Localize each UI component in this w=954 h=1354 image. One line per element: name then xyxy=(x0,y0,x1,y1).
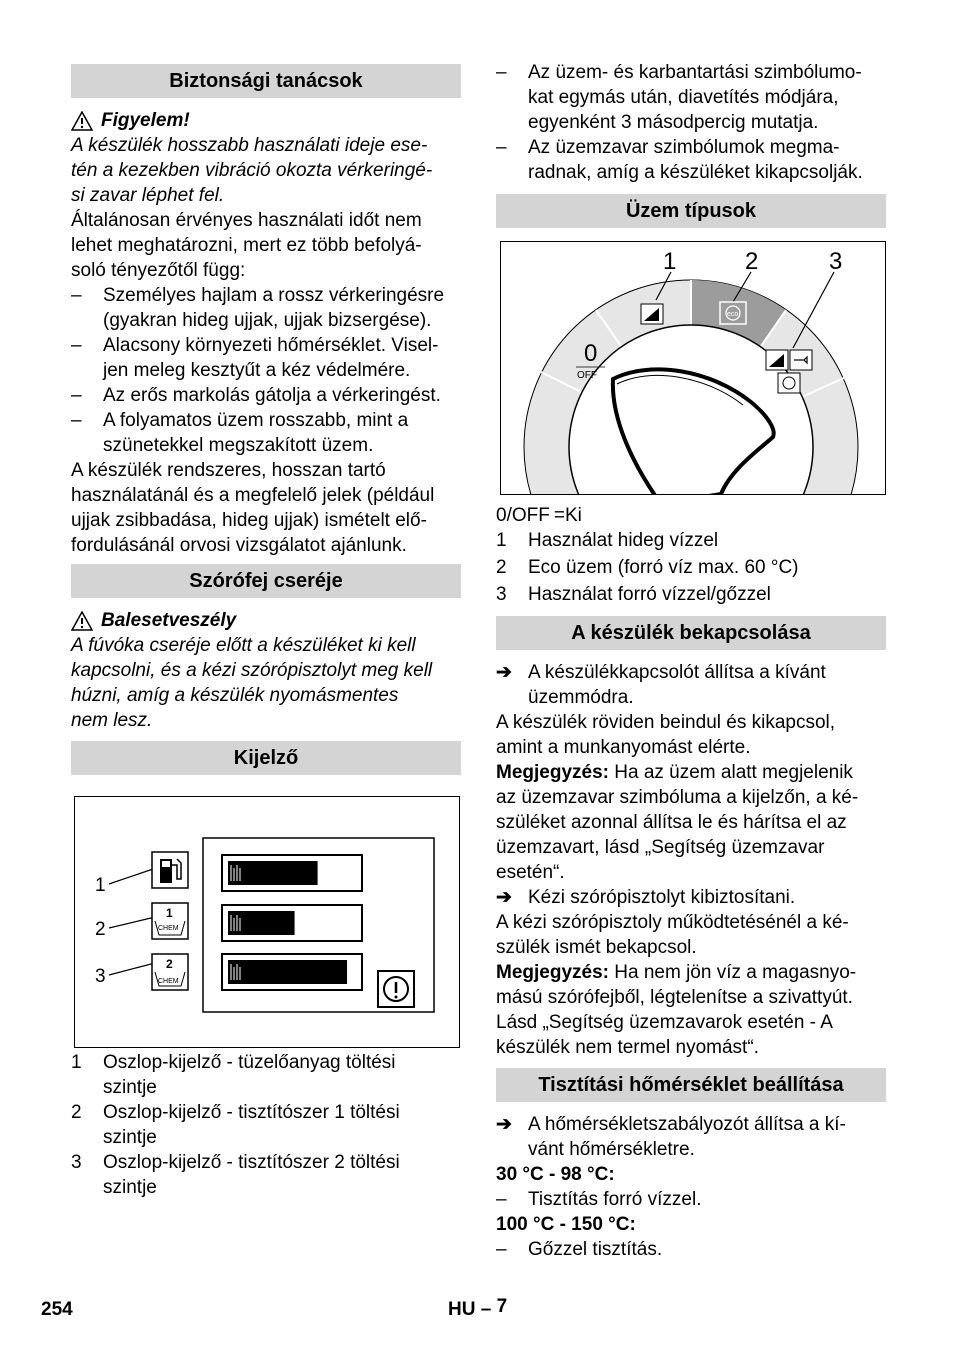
switch-on-heading: A készülék bekapcsolása xyxy=(496,616,886,650)
note-paragraph: Megjegyzés: Ha nem jön víz a magasnyo- mású szórófejből, légtelenítse a szivattyút. Lásd „Segítség üzemzavarok esetén - A készülék nem termel nyomást“. xyxy=(496,962,857,1058)
right-column xyxy=(496,60,886,1262)
list-item: – Az erős markolás gátolja a vérkeringést. xyxy=(71,385,441,406)
dial-number-3: 3 xyxy=(829,248,843,275)
dial-number-2: 2 xyxy=(745,248,759,275)
safety-heading: Biztonsági tanácsok xyxy=(71,64,461,98)
arrow-icon: ➔ xyxy=(496,662,512,683)
cold-water-icon xyxy=(641,304,663,324)
list-item: – Személyes hajlam a rossz vérkeringésre (gyakran hideg ujjak, ujjak bizsergése). xyxy=(71,285,445,331)
warning-balesetveszely: Balesetveszély xyxy=(71,608,461,633)
warning-triangle-icon xyxy=(71,611,93,631)
dial-number-0: 0 xyxy=(584,340,598,367)
level-bar-fill-2 xyxy=(228,911,295,935)
dial-off-label: OFF xyxy=(577,370,597,381)
list-item: 1 Oszlop-kijelző - tüzelőanyag töltési szintje xyxy=(71,1052,396,1098)
level-bar-fill-3 xyxy=(228,960,347,984)
callout-1: 1 xyxy=(95,875,106,896)
fuel-pump-icon xyxy=(152,852,188,888)
display-heading: Kijelző xyxy=(71,741,461,775)
nozzle-warning-text: A fúvóka cseréje előtt a készüléket ki kell kapcsolni, és a kézi szórópisztolyt meg kell húzni, amíg a készülék nyomásmentes nem lesz. xyxy=(71,635,433,731)
paragraph: A kézi szórópisztoly működtetésénél a ké- szülék ismét bekapcsol. xyxy=(496,912,849,958)
mode-dial-diagram xyxy=(501,242,885,494)
modes-heading: Üzem típusok xyxy=(496,194,886,228)
list-item: – A folyamatos üzem rosszabb, mint a szünetekkel megszakított üzem. xyxy=(71,410,409,456)
display-diagram xyxy=(75,797,459,1047)
svg-text:2: 2 xyxy=(166,957,173,971)
list-item: 2 Eco üzem (forró víz max. 60 °C) xyxy=(496,557,799,578)
list-item: 0/OFF = Ki xyxy=(496,505,582,526)
step-item: ➔ Kézi szórópisztolyt kibiztosítani. xyxy=(496,887,796,908)
warning-figyelem xyxy=(71,108,461,133)
temp-range-1: 30 °C - 98 °C: xyxy=(496,1164,615,1185)
temperature-heading: Tisztítási hőmérséklet beállítása xyxy=(496,1068,886,1102)
list-item: – Tisztítás forró vízzel. xyxy=(496,1189,702,1210)
warning-label: Figyelem! xyxy=(101,110,190,131)
paragraph: A készülék röviden beindul és kikapcsol, amint a munkanyomást elérte. xyxy=(496,712,836,758)
advice-paragraph: A készülék rendszeres, hosszan tartó használatánál és a megfelelő jelek (például ujjak zsibbadása, hideg ujjak) ismételt elő- fordulásánál orvosi vizsgálatot ajánlunk. xyxy=(71,460,435,556)
page-number: 254 xyxy=(41,1299,73,1320)
level-bar-fill-1 xyxy=(228,861,318,885)
nozzle-heading: Szórófej cseréje xyxy=(71,564,461,598)
left-column xyxy=(71,64,461,1200)
chem1-icon xyxy=(152,903,188,939)
warning-triangle-icon xyxy=(71,111,93,131)
step-item: ➔ A hőmérsékletszabályozót állítsa a kí- vánt hőmérsékletre. xyxy=(496,1114,846,1160)
malfunction-icon xyxy=(378,971,414,1007)
list-item: 3 Oszlop-kijelző - tisztítószer 2 töltési szintje xyxy=(71,1152,400,1198)
intro-paragraph: Általánosan érvényes használati időt nem lehet meghatározni, mert ez több befolyá- soló tényezőtől függ: xyxy=(71,210,422,281)
list-item: – Az üzemzavar szimbólumok megma- radnak, amíg a készüléket kikapcsolják. xyxy=(496,137,863,183)
arrow-icon: ➔ xyxy=(496,887,512,908)
arrow-icon: ➔ xyxy=(496,1114,512,1135)
mode-legend xyxy=(496,503,886,607)
page-label: HU – 7 xyxy=(448,1296,508,1320)
list-item: 2 Oszlop-kijelző - tisztítószer 1 töltési szintje xyxy=(71,1102,400,1148)
list-item: 3 Használat forró vízzel/gőzzel xyxy=(496,584,771,605)
temp-range-2: 100 °C - 150 °C: xyxy=(496,1214,636,1235)
svg-text:CHEM: CHEM xyxy=(158,925,179,932)
svg-text:1: 1 xyxy=(166,906,173,920)
display-legend xyxy=(71,1050,461,1200)
svg-text:eco: eco xyxy=(727,311,739,318)
warning-text: A készülék hosszabb használati ideje ese- tén a kezekben vibráció okozta vérkeringé- si zavar léphet fel. xyxy=(71,135,433,206)
step-item: ➔ A készülékkapcsolót állítsa a kívánt üzemmódra. xyxy=(496,662,826,708)
list-item: – Az üzem- és karbantartási szimbólumo- kat egymás után, diavetítés módjára, egyenként 3 másodpercig mutatja. xyxy=(496,62,862,133)
callout-2: 2 xyxy=(95,919,106,940)
dial-figure xyxy=(500,241,886,495)
list-item: 1 Használat hideg vízzel xyxy=(496,530,719,551)
chem2-icon xyxy=(152,954,188,990)
note-paragraph: Megjegyzés: Ha az üzem alatt megjelenik az üzemzavar szimbóluma a kijelzőn, a ké- szüléket azonnal állítsa le és hárítsa el az üzemzavart, lásd „Segítség üzemzavar esetén“. xyxy=(496,762,859,883)
svg-text:CHEM: CHEM xyxy=(158,978,179,985)
list-item: – Alacsony környezeti hőmérséklet. Visel- jen meleg kesztyűt a kéz védelmére. xyxy=(71,335,439,381)
callout-3: 3 xyxy=(95,966,106,987)
display-figure xyxy=(74,796,460,1048)
dial-number-1: 1 xyxy=(663,248,677,275)
list-item: – Gőzzel tisztítás. xyxy=(496,1239,663,1260)
